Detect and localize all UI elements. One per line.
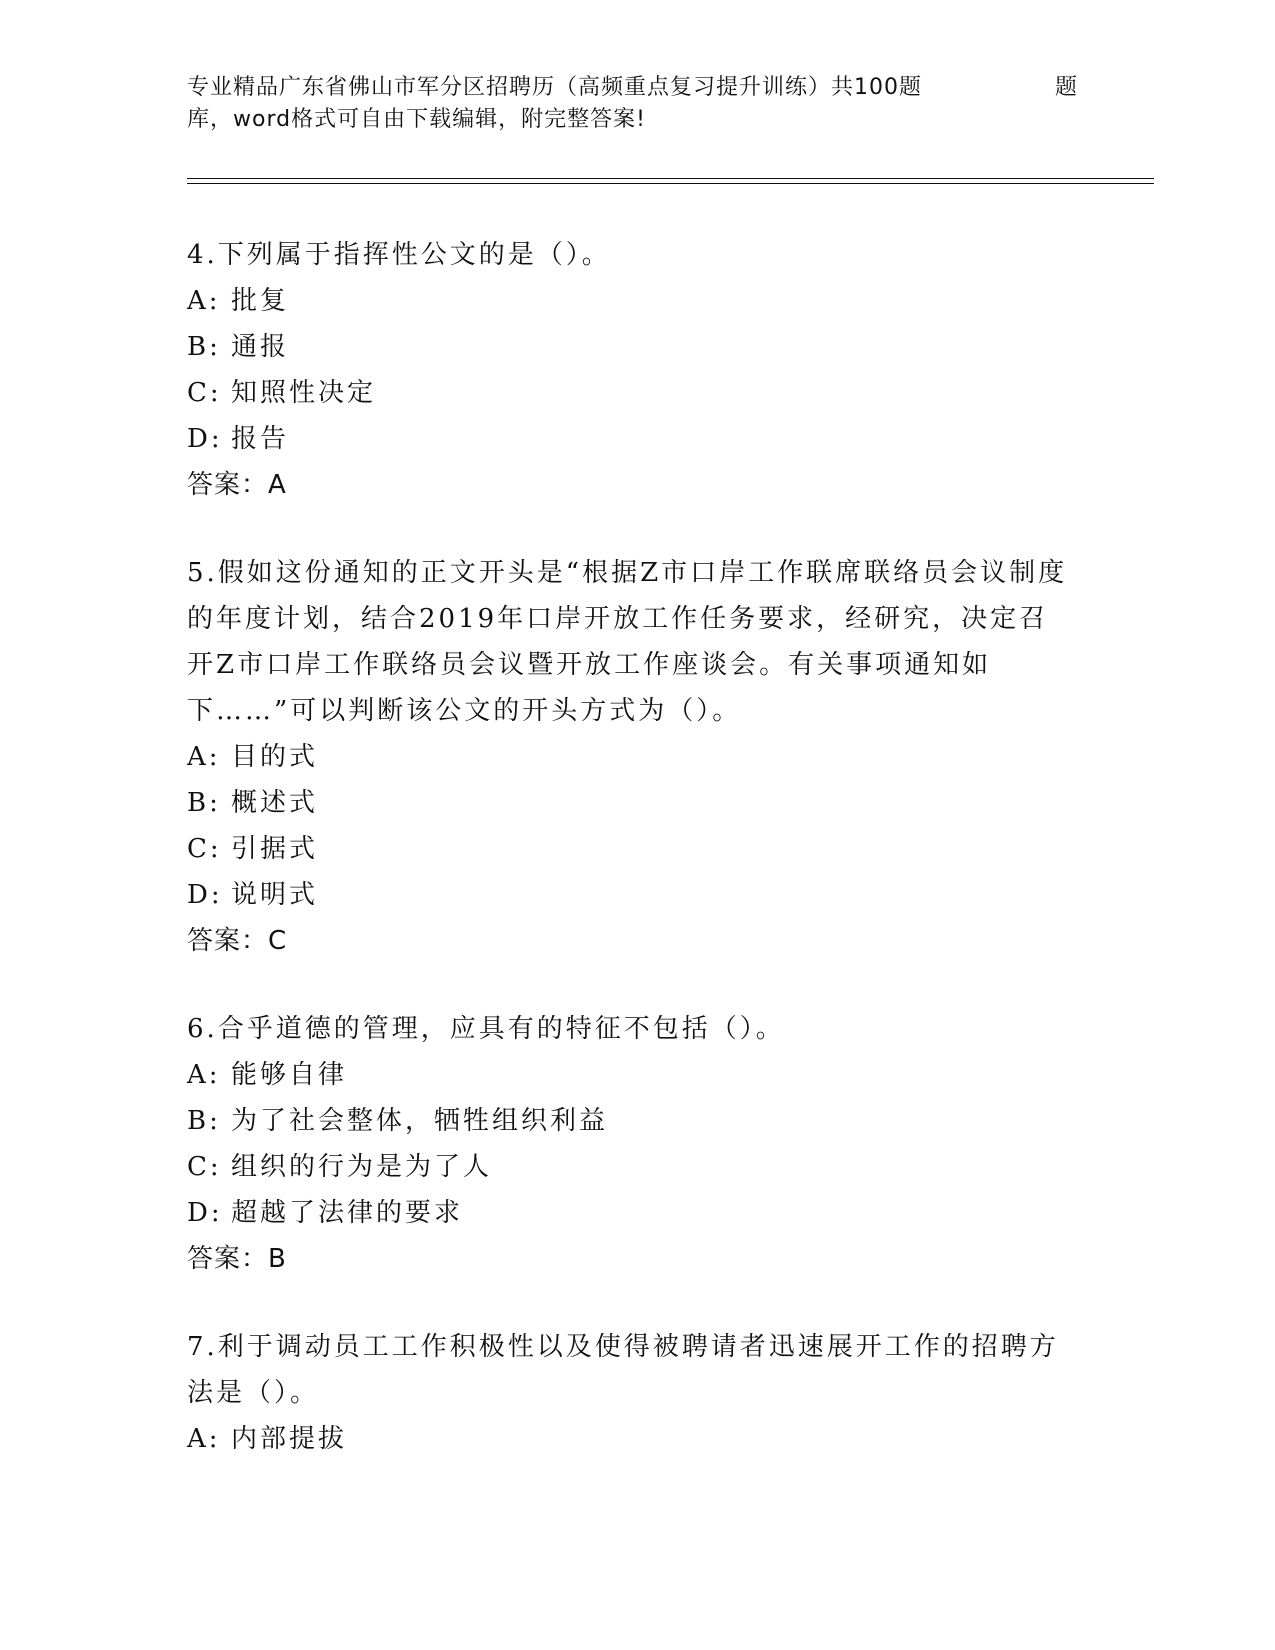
question-5	[187, 550, 1077, 964]
option-letter: D:	[187, 1198, 223, 1228]
question-stem: 6.合乎道德的管理，应具有的特征不包括（）。	[187, 1014, 785, 1044]
option-d	[187, 1190, 1077, 1236]
option-letter: A:	[187, 286, 221, 316]
question-stem: 7.利于调动员工工作积极性以及使得被聘请者迅速展开工作的招聘方法是（）。	[187, 1332, 1059, 1408]
page-header	[187, 72, 1087, 136]
option-letter: D:	[187, 880, 223, 910]
question-stem: 4.下列属于指挥性公文的是（）。	[187, 240, 611, 270]
answer-line: 答案：B	[187, 1244, 287, 1274]
option-text: 说明式	[231, 880, 319, 910]
option-text: 批复	[231, 286, 290, 316]
question-4	[187, 232, 1077, 508]
answer-line: 答案：A	[187, 470, 287, 500]
option-text: 通报	[231, 332, 290, 362]
option-c	[187, 370, 1077, 416]
option-b	[187, 324, 1077, 370]
option-text: 为了社会整体，牺牲组织利益	[231, 1106, 609, 1136]
option-d	[187, 872, 1077, 918]
option-letter: C:	[187, 378, 222, 408]
option-text: 引据式	[231, 834, 319, 864]
question-7	[187, 1324, 1077, 1462]
option-letter: A:	[187, 1060, 221, 1090]
option-letter: B:	[187, 332, 221, 362]
option-a	[187, 1052, 1077, 1098]
option-letter: C:	[187, 1152, 222, 1182]
option-letter: C:	[187, 834, 222, 864]
option-text: 内部提拔	[231, 1424, 348, 1454]
option-text: 概述式	[231, 788, 319, 818]
option-text: 超越了法律的要求	[231, 1198, 464, 1228]
option-text: 能够自律	[231, 1060, 348, 1090]
question-stem: 5.假如这份通知的正文开头是“根据Z市口岸工作联席联络员会议制度的年度计划，结合2019年口岸开放工作任务要求，经研究，决定召开Z市口岸工作联络员会议暨开放工作座谈会。有关事项通知如下……”可以判断该公文的开头方式为（）。	[187, 558, 1068, 726]
header-title-line-1: 专业精品广东省佛山市军分区招聘历（高频重点复习提升训练）共100题	[187, 75, 922, 100]
question-6	[187, 1006, 1077, 1282]
option-b	[187, 780, 1077, 826]
option-a	[187, 1416, 1077, 1462]
option-c	[187, 826, 1077, 872]
option-letter: A:	[187, 1424, 221, 1454]
option-letter: B:	[187, 1106, 221, 1136]
option-letter: D:	[187, 424, 223, 454]
answer-line: 答案：C	[187, 926, 288, 956]
header-title-tail: 题	[1055, 75, 1079, 100]
question-list	[187, 232, 1077, 1504]
option-text: 目的式	[231, 742, 319, 772]
option-text: 组织的行为是为了人	[231, 1152, 493, 1182]
header-divider-top	[187, 178, 1154, 179]
option-b	[187, 1098, 1077, 1144]
option-letter: B:	[187, 788, 221, 818]
option-d	[187, 416, 1077, 462]
option-a	[187, 278, 1077, 324]
option-c	[187, 1144, 1077, 1190]
option-text: 报告	[231, 424, 290, 454]
header-divider-bottom	[187, 183, 1154, 184]
option-letter: A:	[187, 742, 221, 772]
option-a	[187, 734, 1077, 780]
option-text: 知照性决定	[231, 378, 377, 408]
header-title-line-2: 库，word格式可自由下载编辑，附完整答案!	[187, 107, 646, 132]
